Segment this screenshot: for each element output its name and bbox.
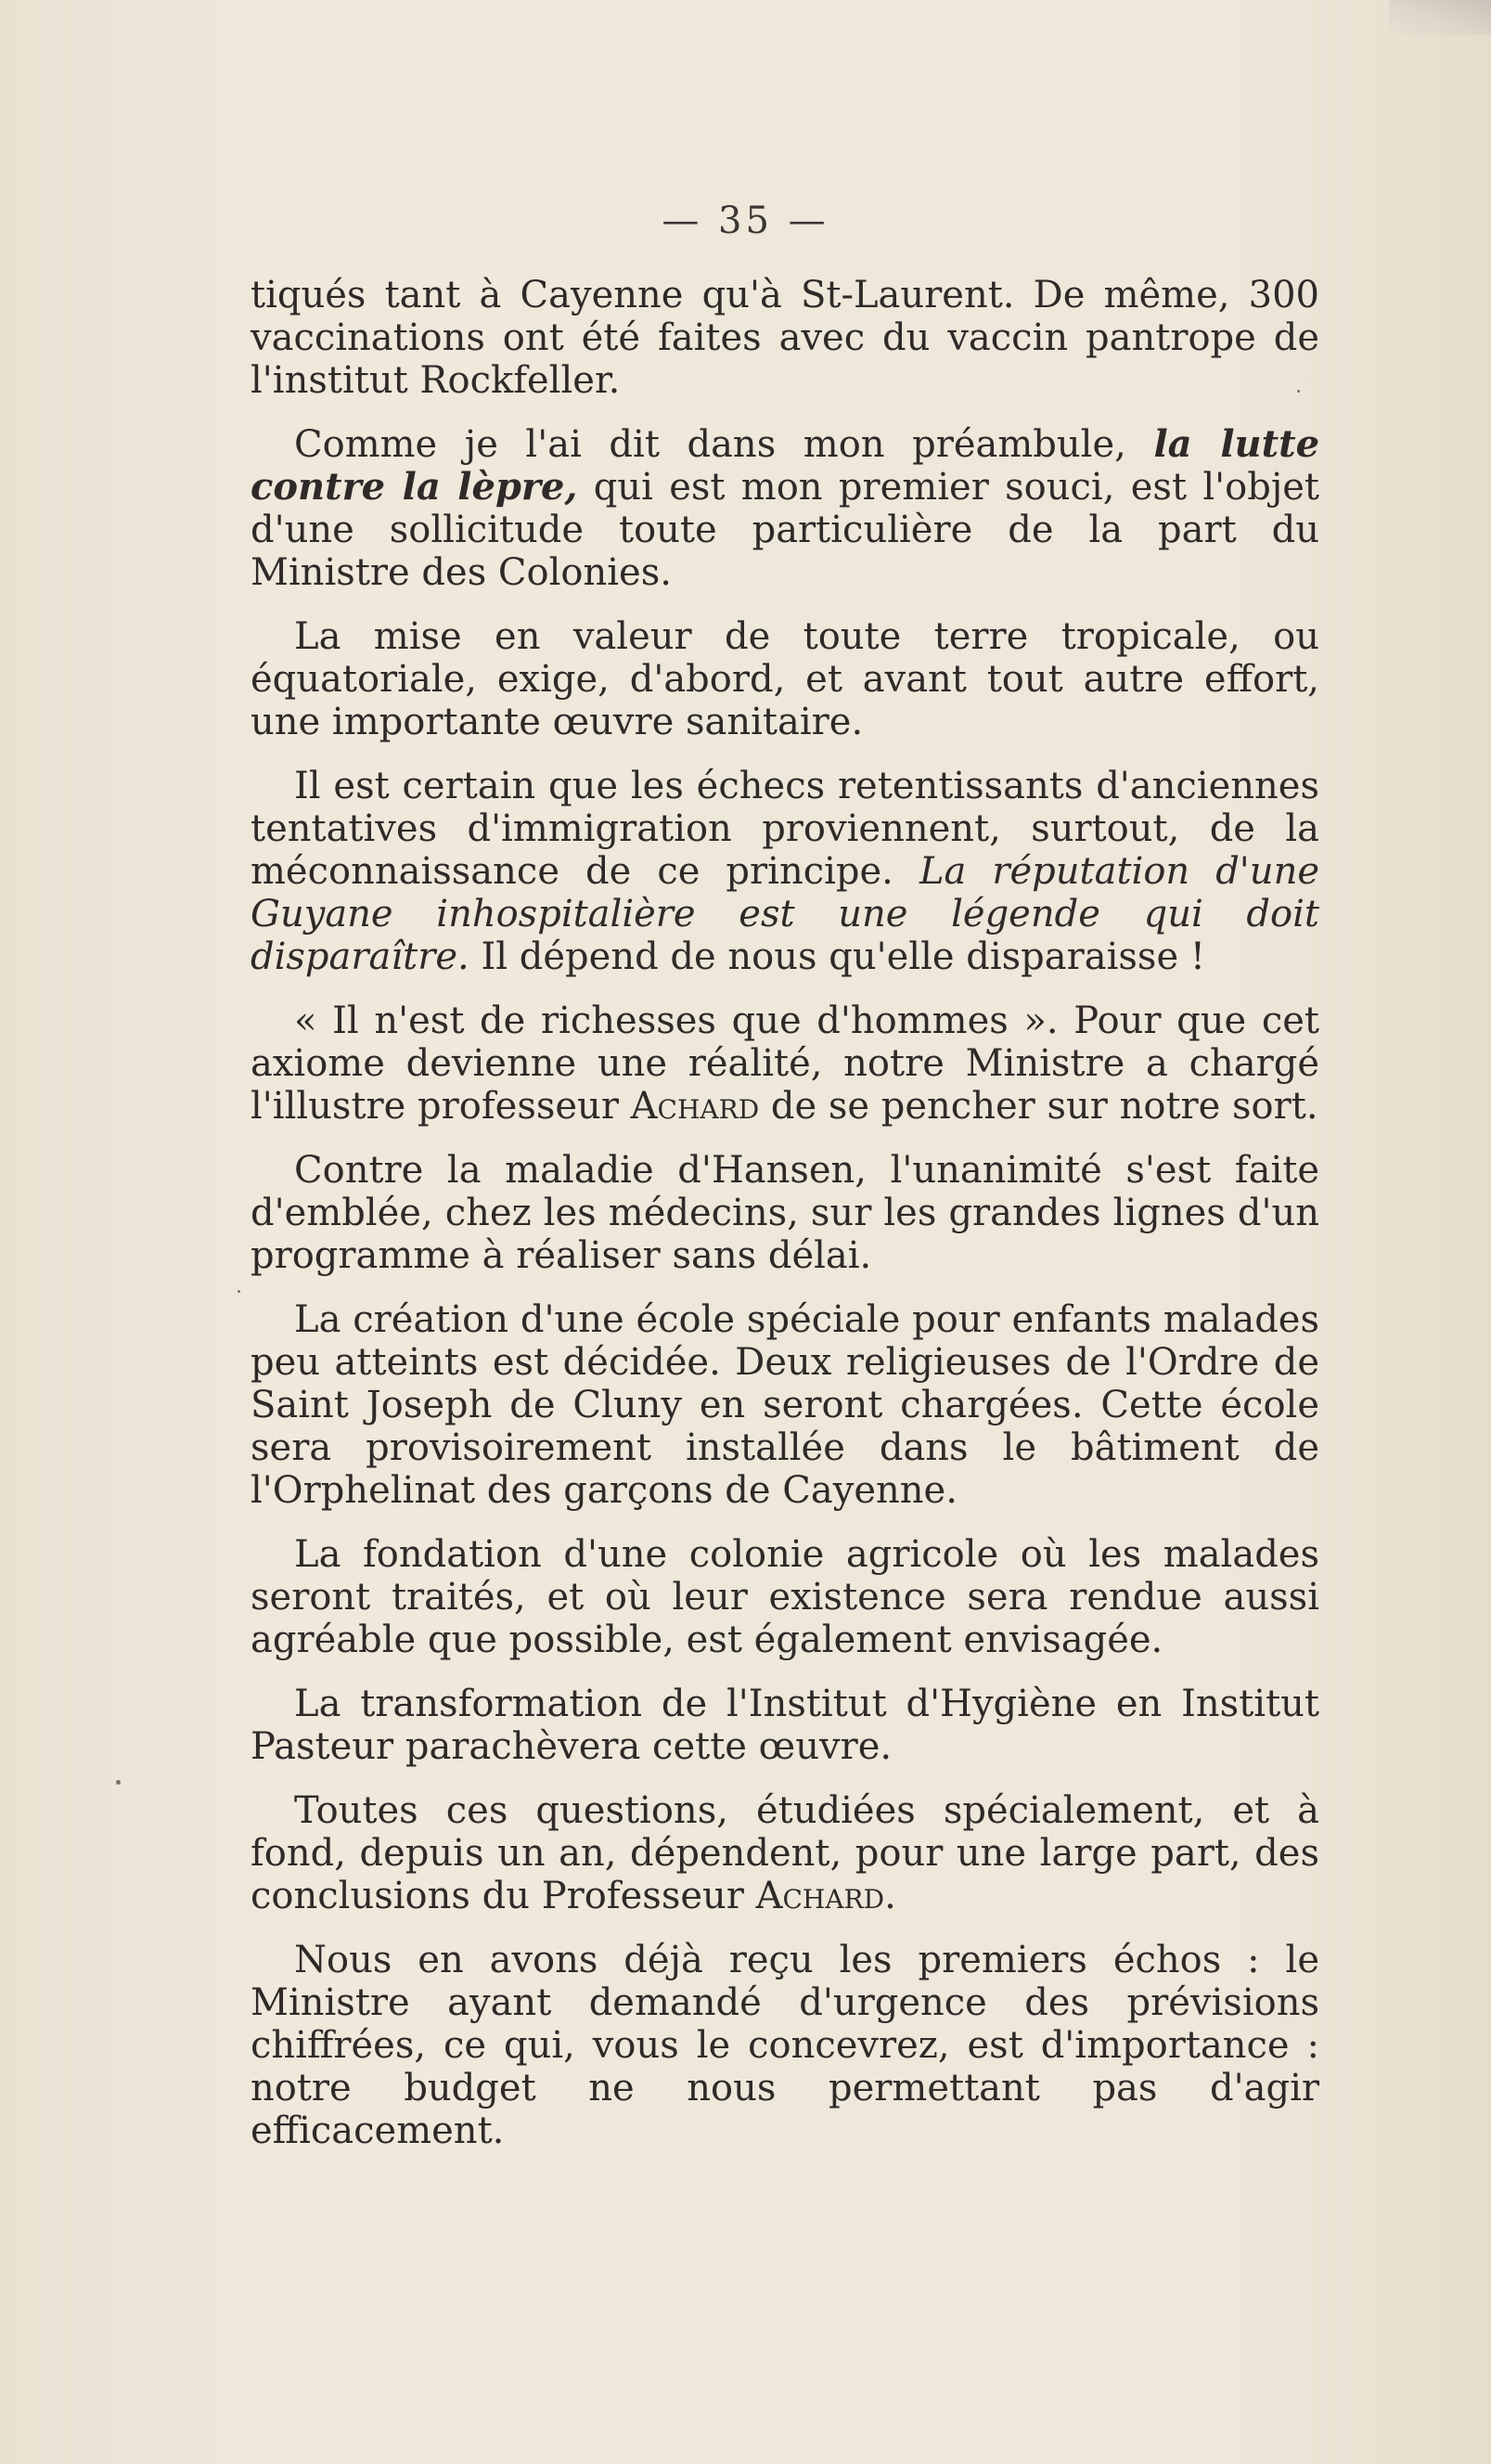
paragraph-hansen: Contre la maladie d'Hansen, l'unanimité s'est faite d'emblée, chez les médecins, sur les grandes lignes d'un programme à réaliser sans délai. xyxy=(251,1149,1319,1277)
paragraph-agricultural-colony: La fondation d'une colonie agricole où les malades seront traités, et où leur existence sera rendue aussi agréable que possible, est également envisagée. xyxy=(251,1533,1319,1661)
name-achard: Achard xyxy=(755,1875,885,1917)
body-text xyxy=(251,274,1319,2174)
name-achard: Achard xyxy=(630,1085,760,1128)
paper-speck xyxy=(238,1290,240,1293)
paragraph-text: « Il n'est de richesses que d'hommes ». Pour que cet axiome devienne une réalité, notre Ministre a chargé l'illustre professeur xyxy=(251,1000,1319,1128)
page-number: — 35 — xyxy=(662,200,829,242)
paragraph-vaccinations: tiqués tant à Cayenne qu'à St-Laurent. De même, 300 vaccinations ont été faites avec du vaccin pantrope de l'institut Rockfeller. xyxy=(251,274,1319,402)
paragraph-questions xyxy=(251,1789,1319,1917)
page-corner-fold xyxy=(1389,0,1491,35)
paragraph-text: Il dépend de nous qu'elle disparaisse ! xyxy=(469,935,1205,978)
paragraph-institut-pasteur: La transformation de l'Institut d'Hygiène en Institut Pasteur parachèvera cette œuvre. xyxy=(251,1683,1319,1768)
paragraph-text: . xyxy=(884,1875,896,1917)
paragraph-text: Toutes ces questions, étudiées spécialement, et à fond, depuis un an, dépendent, pour une large part, des conclusions du Professeur xyxy=(251,1789,1319,1917)
paragraph-text: qui est mon premier souci, est l'objet d'une sollicitude toute particulière de la part du Ministre des Colonies. xyxy=(251,466,1319,594)
paragraph-tropical-land: La mise en valeur de toute terre tropicale, ou équatoriale, exige, d'abord, et avant tout autre effort, une importante œuvre sanitaire. xyxy=(251,615,1319,743)
paragraph-axiom xyxy=(251,1000,1319,1128)
paragraph-text: de se pencher sur notre sort. xyxy=(759,1085,1318,1128)
paragraph-text: Comme je l'ai dit dans mon préambule, xyxy=(294,423,1154,466)
paragraph-text: Il est certain que les échecs retentissants d'anciennes tentatives d'immigration proviennent, surtout, de la méconnaissance de ce principe. xyxy=(251,765,1319,893)
paragraph-immigration xyxy=(251,765,1319,978)
paragraph-school: La création d'une école spéciale pour enfants malades peu atteints est décidée. Deux religieuses de l'Ordre de Saint Joseph de Cluny en seront chargées. Cette école sera provisoirement installée dans le bâtiment de l'Orphelinat des garçons de Cayenne. xyxy=(251,1298,1319,1512)
paper-speck xyxy=(1297,390,1300,393)
emphasis-reputation: La réputation d'une Guyane inhospitalière est une légende qui doit disparaître. xyxy=(251,850,1319,978)
paper-speck xyxy=(116,1780,121,1785)
paragraph-leprosy-priority xyxy=(251,423,1319,594)
emphasis-leprosy: la lutte contre la lèpre, xyxy=(251,422,1320,509)
paragraph-budget: Nous en avons déjà reçu les premiers échos : le Ministre ayant demandé d'urgence des prévisions chiffrées, ce qui, vous le concevrez, est d'importance : notre budget ne nous permettant pas d'agir efficacement. xyxy=(251,1939,1319,2152)
